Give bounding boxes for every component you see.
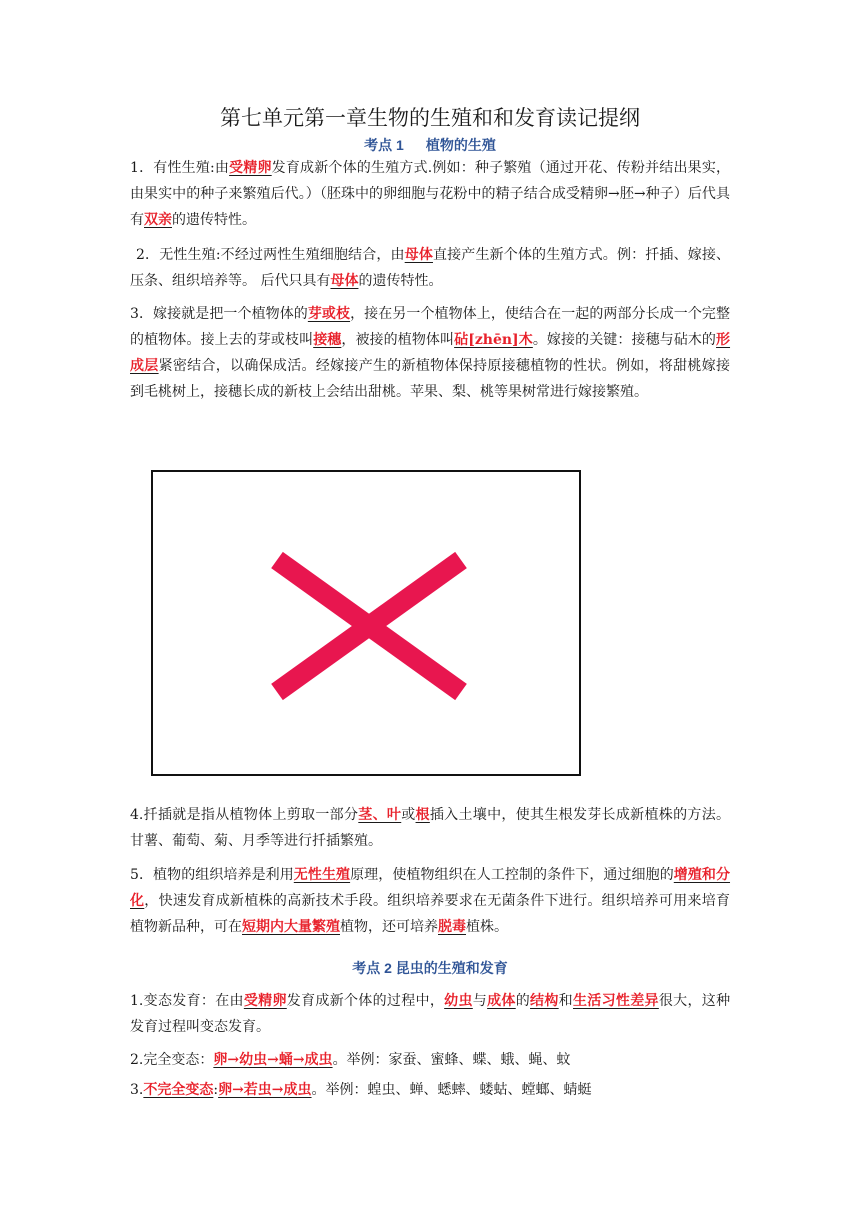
text-run: 的遗传特性。 <box>358 273 443 289</box>
key-term: 卵→幼虫→蛹→成虫 <box>213 1052 333 1068</box>
paragraph-grafting <box>130 301 730 405</box>
image-placeholder <box>151 470 581 776</box>
text-run: ，被接的植物体叫 <box>341 332 455 348</box>
text-run: 3. <box>130 1082 144 1098</box>
key-term: 结构 <box>530 993 559 1009</box>
key-term: 芽或枝 <box>307 306 351 322</box>
key-term: 根 <box>415 807 430 823</box>
text-run: 原理，使植物组织在人工控制的条件下，通过细胞的 <box>350 867 674 883</box>
paragraph-metamorphosis <box>130 988 730 1040</box>
text-run: : <box>213 1082 219 1098</box>
text-run: 的遗传特性。 <box>172 212 256 228</box>
section-label: 考点 2 <box>352 960 392 976</box>
text-run: ，接在另一个植物体上，使结合在一起的两部分长成一个完整的植物体。接上去的芽或枝叫 <box>130 306 730 348</box>
text-run: 2.完全变态： <box>130 1052 214 1068</box>
section-name: 昆虫的生殖和发育 <box>395 960 508 976</box>
page-title: 第七单元第一章生物的生殖和和发育读记提纲 <box>220 106 640 130</box>
key-term: 成体 <box>487 993 516 1009</box>
text-run: 或 <box>401 807 416 823</box>
text-run: 的 <box>515 993 531 1009</box>
paragraph-asexual-reproduction <box>130 242 730 294</box>
key-term: 短期内大量繁殖 <box>242 919 340 935</box>
text-run: 与 <box>472 993 488 1009</box>
paragraph-incomplete-metamorphosis <box>130 1077 730 1103</box>
section-heading-2 <box>0 958 860 978</box>
text-run: ，快速发育成新植株的高新技术手段。组织培养要求在无菌条件下进行。组织培养可用来培育植物新品种，可在 <box>130 893 731 935</box>
text-run: 植物，还可培养 <box>340 919 438 935</box>
key-term: 砧[zhēn]木 <box>454 332 533 348</box>
text-run: 。举例：家蚕、蜜蜂、蝶、蛾、蝇、蚊 <box>332 1052 571 1068</box>
key-term: 形成层 <box>130 332 731 374</box>
text-run: 紧密结合，以确保成活。经嫁接产生的新植物体保持原接穗植物的性状。例如，将甜桃嫁接到毛桃树上，接穗长成的新枝上会结出甜桃。苹果、梨、桃等果树常进行嫁接繁殖。 <box>130 358 731 400</box>
broken-image-cross-icon <box>153 472 579 774</box>
key-term: 双亲 <box>144 212 172 228</box>
text-run: 。嫁接的关键：接穗与砧木的 <box>532 332 717 348</box>
paragraph-complete-metamorphosis <box>130 1047 730 1073</box>
text-run: 1．有性生殖:由 <box>130 160 230 176</box>
key-term: 母体 <box>404 247 433 263</box>
text-run: 2．无性生殖:不经过两性生殖细胞结合，由 <box>136 247 405 263</box>
text-run: 4.扦插就是指从植物体上剪取一部分 <box>130 807 359 823</box>
key-term: 不完全变态 <box>143 1082 214 1098</box>
paragraph-tissue-culture <box>130 862 730 940</box>
section-label: 考点 1 <box>364 137 404 153</box>
text-run: 1.变态发育：在由 <box>130 993 244 1009</box>
text-run: 发育成新个体的过程中， <box>286 993 445 1009</box>
key-term: 生活习性差异 <box>572 993 659 1009</box>
text-run: 插入土壤中，使其生根发芽长成新植株的方法。甘薯、葡萄、菊、月季等进行扦插繁殖。 <box>130 807 731 849</box>
text-run: 很大，这种发育过程叫变态发育。 <box>130 993 731 1035</box>
key-term: 卵→若虫→成虫 <box>218 1082 312 1098</box>
paragraph-cutting <box>130 802 730 854</box>
text-run: 5．植物的组织培养是利用 <box>130 867 294 883</box>
paragraph-sexual-reproduction <box>130 155 730 233</box>
key-term: 增殖和分化 <box>130 867 731 909</box>
key-term: 茎、叶 <box>358 807 402 823</box>
section-heading-1 <box>0 135 860 155</box>
text-run: 3．嫁接就是把一个植物体的 <box>130 306 308 322</box>
section-name: 植物的生殖 <box>425 137 496 153</box>
key-term: 接穗 <box>313 332 342 348</box>
text-run: 植株。 <box>466 919 508 935</box>
text-run: 发育成新个体的生殖方式.例如：种子繁殖（通过开花、传粉并结出果实，由果实中的种子来繁殖后代。）（胚珠中的卵细胞与花粉中的精子结合成受精卵→胚→种子）后代具有 <box>130 160 731 228</box>
key-term: 受精卵 <box>229 160 272 176</box>
key-term: 幼虫 <box>444 993 473 1009</box>
text-run: 直接产生新个体的生殖方式。例：扦插、嫁接、压条、组织培养等。 后代只具有 <box>130 247 731 289</box>
text-run: 。举例：蝗虫、蝉、蟋蟀、蝼蛄、螳螂、蜻蜓 <box>311 1082 592 1098</box>
text-run: 和 <box>558 993 573 1009</box>
key-term: 受精卵 <box>243 993 287 1009</box>
key-term: 无性生殖 <box>293 867 351 883</box>
key-term: 母体 <box>330 273 359 289</box>
key-term: 脱毒 <box>438 919 466 935</box>
